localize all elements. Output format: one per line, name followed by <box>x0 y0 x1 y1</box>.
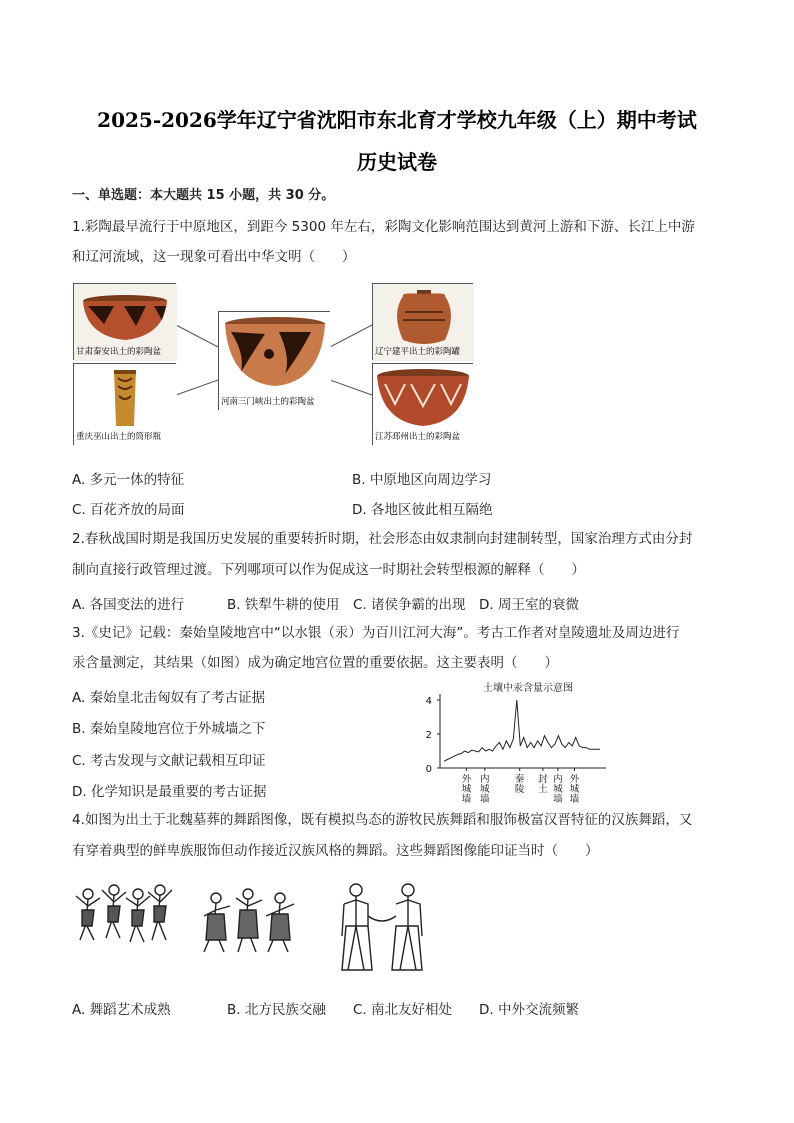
caption-liaoning: 辽宁建平出土的彩陶罐 <box>375 347 461 357</box>
vase-chongqing-image <box>73 363 176 445</box>
chart-title: 土壤中汞含量示意图 <box>483 683 573 694</box>
chart-series-line <box>444 700 600 761</box>
dance-images <box>72 872 442 977</box>
mercury-chart <box>418 680 618 805</box>
q4-option-a[interactable]: A. 舞蹈艺术成熟 <box>72 1002 171 1018</box>
q4-option-b[interactable]: B. 北方民族交融 <box>227 1002 326 1018</box>
dance-figure-group-3 <box>342 884 422 970</box>
exam-title: 2025-2026学年辽宁省沈阳市东北育才学校九年级（上）期中考试 <box>97 108 697 132</box>
chart-x-label: 外城墙 <box>569 774 580 805</box>
q2-stem-line1: 2.春秋战国时期是我国历史发展的重要转折时期，社会形态由奴隶制向封建制转型，国家治理方式由分封 <box>72 531 693 547</box>
q3-option-d[interactable]: D. 化学知识是最重要的考古证据 <box>72 784 267 800</box>
caption-jiangsu: 江苏邳州出土的彩陶盆 <box>375 432 461 442</box>
caption-chongqing: 重庆巫山出土的筒形瓶 <box>76 432 162 442</box>
q2-option-b[interactable]: B. 铁犁牛耕的使用 <box>227 597 340 613</box>
chart-y-tick-label: 0 <box>425 764 432 775</box>
chart-x-label: 秦陵 <box>514 774 525 795</box>
pottery-jiangsu-image <box>372 363 473 445</box>
pottery-liaoning-image <box>372 283 473 360</box>
q3-option-a[interactable]: A. 秦始皇北击匈奴有了考古证据 <box>72 690 266 706</box>
caption-gansu: 甘肃秦安出土的彩陶盆 <box>76 347 162 357</box>
dance-figure-group-2 <box>204 889 294 952</box>
q4-stem-line2: 有穿着典型的鲜卑族服饰但动作接近汉族风格的舞蹈。这些舞蹈图像能印证当时（ ） <box>72 843 599 859</box>
q4-stem-line1: 4.如图为出土于北魏墓葬的舞蹈图像，既有模拟鸟态的游牧民族舞蹈和服饰极富汉晋特征的汉族舞蹈，又 <box>72 812 693 828</box>
exam-subtitle: 历史试卷 <box>357 150 437 174</box>
chart-y-tick-label: 4 <box>425 696 432 707</box>
chart-y-tick-label: 2 <box>425 730 432 741</box>
pottery-gansu-image <box>73 283 176 360</box>
caption-henan: 河南三门峡出土的彩陶盆 <box>221 397 315 407</box>
q2-option-c[interactable]: C. 诸侯争霸的出现 <box>353 597 466 613</box>
pottery-henan-image <box>218 311 330 410</box>
dance-figure-group-1 <box>76 885 172 942</box>
chart-x-label: 内城墙 <box>480 774 490 805</box>
chart-x-label: 封土 <box>538 774 548 795</box>
chart-x-label: 外城墙 <box>461 774 472 805</box>
q1-option-d[interactable]: D. 各地区彼此相互隔绝 <box>352 502 493 518</box>
q3-option-b[interactable]: B. 秦始皇陵地宫位于外城墙之下 <box>72 721 266 737</box>
q3-option-c[interactable]: C. 考古发现与文献记载相互印证 <box>72 753 266 769</box>
q4-option-c[interactable]: C. 南北友好相处 <box>353 1002 453 1018</box>
q2-stem-line2: 制向直接行政管理过渡。下列哪项可以作为促成这一时期社会转型根源的解释（ ） <box>72 562 585 578</box>
q1-option-a[interactable]: A. 多元一体的特征 <box>72 472 185 488</box>
chart-x-label: 内城墙 <box>553 774 563 805</box>
q2-option-d[interactable]: D. 周王室的衰微 <box>479 597 579 613</box>
q2-option-a[interactable]: A. 各国变法的进行 <box>72 597 185 613</box>
q3-stem-line2: 汞含量测定，其结果（如图）成为确定地宫位置的重要依据。这主要表明（ ） <box>72 655 558 671</box>
q1-option-c[interactable]: C. 百花齐放的局面 <box>72 502 185 518</box>
q1-stem-line1: 1.彩陶最早流行于中原地区，到距今 5300 年左右，彩陶文化影响范围达到黄河上游和下游、长江上中游 <box>72 219 695 235</box>
q3-stem-line1: 3.《史记》记载：秦始皇陵地宫中“以水银（汞）为百川江河大海”。考古工作者对皇陵遗址及周边进行 <box>72 625 680 641</box>
section-heading: 一、单选题：本大题共 15 小题，共 30 分。 <box>72 188 335 203</box>
chart-axes <box>440 694 606 768</box>
q1-stem-line2: 和辽河流域，这一现象可看出中华文明（ ） <box>72 249 356 265</box>
q4-option-d[interactable]: D. 中外交流频繁 <box>479 1002 579 1018</box>
q1-option-b[interactable]: B. 中原地区向周边学习 <box>352 472 492 488</box>
